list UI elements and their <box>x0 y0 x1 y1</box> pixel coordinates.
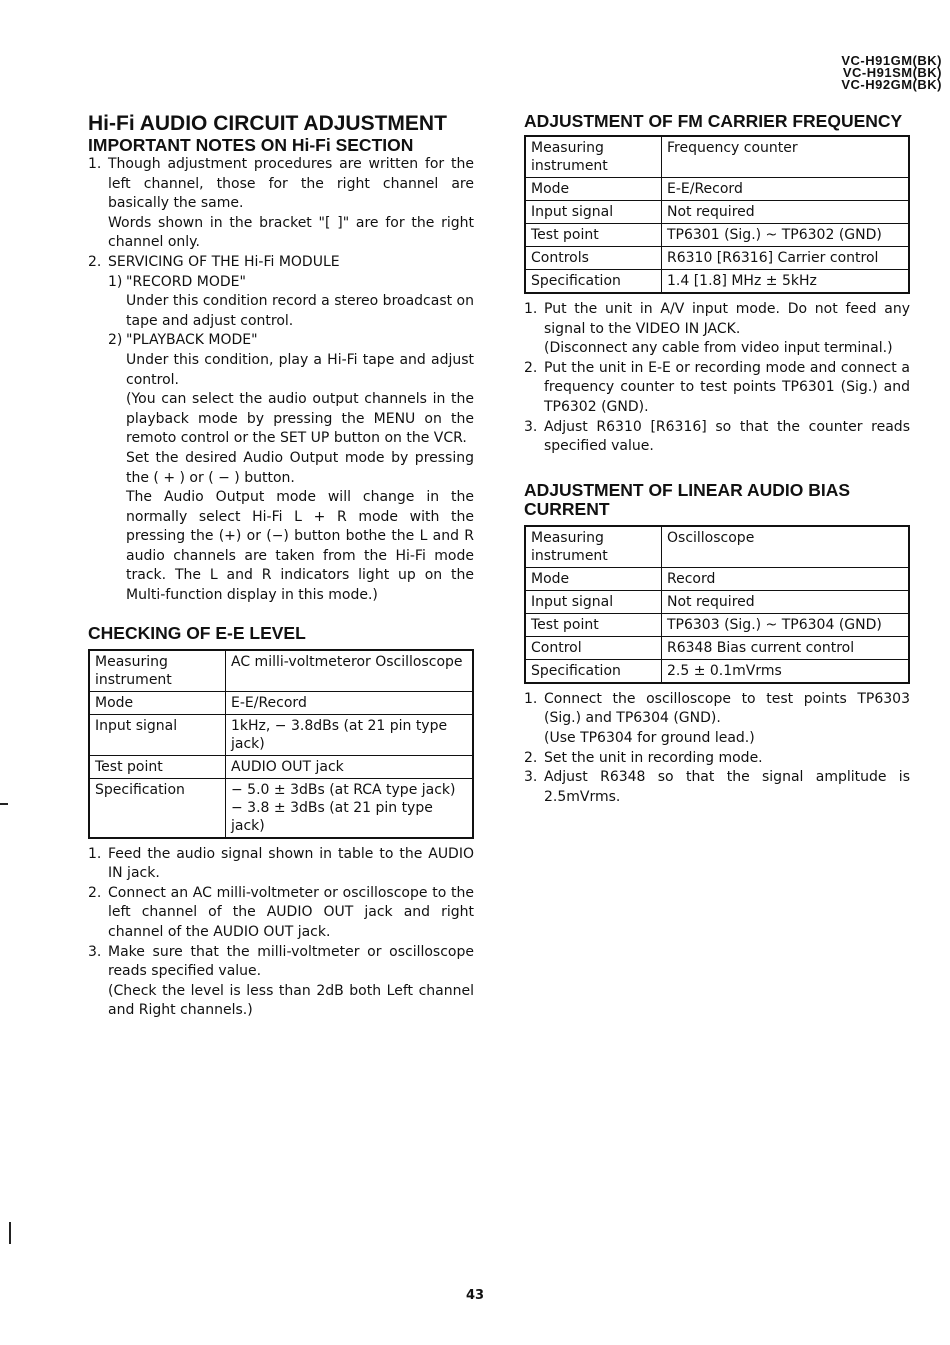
table-row <box>525 526 909 568</box>
scan-mark <box>0 803 8 805</box>
table-value: Frequency counter <box>662 136 910 178</box>
table-key: Input signal <box>89 714 226 755</box>
step-number: 1. <box>88 845 102 862</box>
table-key: Mode <box>525 567 662 590</box>
table-key: Specification <box>89 778 226 838</box>
table-key: Mode <box>525 178 662 201</box>
step-text: Put the unit in E-E or recording mode and connect a frequency counter to test points TP6301 (Sig.) and TP6302 (GND). <box>544 359 910 415</box>
sub-text: (You can select the audio output channels in the playback mode by pressing the MENU on the remoto control or the SET UP button on the VCR. <box>126 391 474 447</box>
step-item <box>524 300 910 339</box>
step-item <box>524 359 910 418</box>
step-item <box>88 884 474 943</box>
table-row <box>89 650 473 692</box>
note-text: Though adjustment procedures are written for the left channel, those for the right channel are basically the same. <box>108 156 474 212</box>
table-value: AUDIO OUT jack <box>226 755 474 778</box>
table-key: Specification <box>525 270 662 294</box>
ee-steps <box>88 845 474 1021</box>
table-row <box>525 636 909 659</box>
step-text: Make sure that the milli-voltmeter or oscilloscope reads specified value. <box>108 943 474 980</box>
table-key: Specification <box>525 659 662 683</box>
table-key: Input signal <box>525 201 662 224</box>
table-row <box>525 178 909 201</box>
scan-mark <box>9 1222 11 1244</box>
table-value: R6348 Bias current control <box>662 636 910 659</box>
bias-steps <box>524 690 910 808</box>
table-value: Oscilloscope <box>662 526 910 568</box>
step-text: Set the unit in recording mode. <box>544 749 763 766</box>
fm-spec-table <box>524 135 910 294</box>
table-key: Mode <box>89 691 226 714</box>
table-key: Test point <box>89 755 226 778</box>
table-row <box>525 270 909 294</box>
table-key: Measuring instrument <box>89 650 226 692</box>
table-value: Not required <box>662 590 910 613</box>
table-row <box>525 247 909 270</box>
step-text: Feed the audio signal shown in table to the AUDIO IN jack. <box>108 845 474 882</box>
step-number: 1. <box>524 690 538 707</box>
left-column <box>88 112 474 1021</box>
step-number: 1. <box>524 301 538 317</box>
step-text: Adjust R6348 so that the signal amplitude is 2.5mVrms. <box>544 769 910 805</box>
sub-item <box>88 331 474 351</box>
model-code: VC-H91SM(BK) <box>842 65 942 80</box>
ee-heading: CHECKING OF E-E LEVEL <box>88 622 306 643</box>
table-value: E-E/Record <box>226 691 474 714</box>
step-item <box>88 943 474 982</box>
sub-text: Under this condition record a stereo broadcast on tape and adjust control. <box>126 293 474 329</box>
step-note: (Check the level is less than 2dB both Left channel and Right channels.) <box>108 982 474 1019</box>
table-value: TP6303 (Sig.) ~ TP6304 (GND) <box>662 613 910 636</box>
table-row <box>525 590 909 613</box>
table-row <box>525 567 909 590</box>
table-row <box>525 201 909 224</box>
table-row <box>525 659 909 683</box>
step-text: Connect the oscilloscope to test points TP6303 (Sig.) and TP6304 (GND). <box>544 690 910 727</box>
model-codes <box>841 55 942 91</box>
step-text: Adjust R6310 [R6316] so that the counter reads specified value. <box>544 418 910 455</box>
table-row <box>525 613 909 636</box>
ee-spec-table <box>88 649 474 839</box>
table-row <box>89 714 473 755</box>
page-title: Hi-Fi AUDIO CIRCUIT ADJUSTMENT <box>88 112 447 135</box>
spec-line: − 5.0 ± 3dBs (at RCA type jack) <box>231 781 456 798</box>
table-value: 1kHz, − 3.8dBs (at 21 pin type jack) <box>226 714 474 755</box>
table-row <box>525 224 909 247</box>
table-key: Control <box>525 636 662 659</box>
sub-number: 2) <box>108 332 123 349</box>
step-number: 2. <box>88 884 102 901</box>
sub-text: The Audio Output mode will change in the normally select Hi-Fi L + R mode with the pressing the (+) or (−) button bothe the L and R audio channels are taken from the Hi-Fi mode track. The L and R indicators light up on the Multi-function display in this mode.) <box>126 489 474 604</box>
table-key: Measuring instrument <box>525 526 662 568</box>
table-value <box>226 778 474 838</box>
table-value: E-E/Record <box>662 178 910 201</box>
fm-steps <box>524 300 910 457</box>
table-value: AC milli-voltmeteror Oscilloscope <box>226 650 474 692</box>
table-value: 1.4 [1.8] MHz ± 5kHz <box>662 270 910 294</box>
sub-text: Set the desired Audio Output mode by pressing the ( + ) or ( − ) button. <box>126 449 474 486</box>
step-text: Put the unit in A/V input mode. Do not feed any signal to the VIDEO IN JACK. <box>544 301 910 337</box>
table-value: Record <box>662 567 910 590</box>
note-text-continued: Words shown in the bracket "[ ]" are for the right channel only. <box>108 214 474 251</box>
step-note: (Disconnect any cable from video input terminal.) <box>544 340 893 357</box>
sub-label: "RECORD MODE" <box>126 273 246 290</box>
right-column <box>524 112 910 807</box>
note-number: 2. <box>88 253 102 270</box>
spec-line: − 3.8 ± 3dBs (at 21 pin type jack) <box>231 799 433 834</box>
sub-label: "PLAYBACK MODE" <box>126 332 258 349</box>
model-code: VC-H92GM(BK) <box>841 77 942 92</box>
fm-heading: ADJUSTMENT OF FM CARRIER FREQUENCY <box>524 111 903 131</box>
step-item <box>524 768 910 807</box>
table-key: Controls <box>525 247 662 270</box>
step-number: 2. <box>524 749 538 766</box>
step-number: 3. <box>524 769 538 786</box>
table-key: Measuring instrument <box>525 136 662 178</box>
step-item <box>524 418 910 457</box>
notes-list <box>88 155 474 606</box>
note-item <box>88 253 474 273</box>
table-key: Test point <box>525 224 662 247</box>
table-value: R6310 [R6316] Carrier control <box>662 247 910 270</box>
table-row <box>89 691 473 714</box>
notes-heading: IMPORTANT NOTES ON Hi-Fi SECTION <box>88 135 414 155</box>
note-item <box>88 155 474 214</box>
table-value: 2.5 ± 0.1mVrms <box>662 659 910 683</box>
table-key: Test point <box>525 613 662 636</box>
step-note: (Use TP6304 for ground lead.) <box>544 729 755 746</box>
table-value: TP6301 (Sig.) ~ TP6302 (GND) <box>662 224 910 247</box>
table-row <box>89 755 473 778</box>
note-number: 1. <box>88 156 102 172</box>
step-item <box>524 749 910 769</box>
table-row <box>525 136 909 178</box>
sub-item <box>88 273 474 293</box>
step-number: 2. <box>524 359 538 376</box>
step-number: 3. <box>88 943 102 960</box>
page-number: 43 <box>465 1288 485 1303</box>
step-item <box>524 690 910 729</box>
step-text: Connect an AC milli-voltmeter or oscilloscope to the left channel of the AUDIO OUT jack and right channel of the AUDIO OUT jack. <box>108 884 474 941</box>
bias-spec-table <box>524 525 910 684</box>
table-row <box>89 778 473 838</box>
table-value: Not required <box>662 201 910 224</box>
step-item <box>88 845 474 884</box>
model-code: VC-H91GM(BK) <box>841 53 942 68</box>
sub-text: Under this condition, play a Hi-Fi tape and adjust control. <box>126 351 474 388</box>
note-text: SERVICING OF THE Hi-Fi MODULE <box>108 253 340 270</box>
bias-heading: ADJUSTMENT OF LINEAR AUDIO BIAS CURRENT <box>524 479 851 519</box>
sub-number: 1) <box>108 273 123 290</box>
table-key: Input signal <box>525 590 662 613</box>
step-number: 3. <box>524 418 538 435</box>
